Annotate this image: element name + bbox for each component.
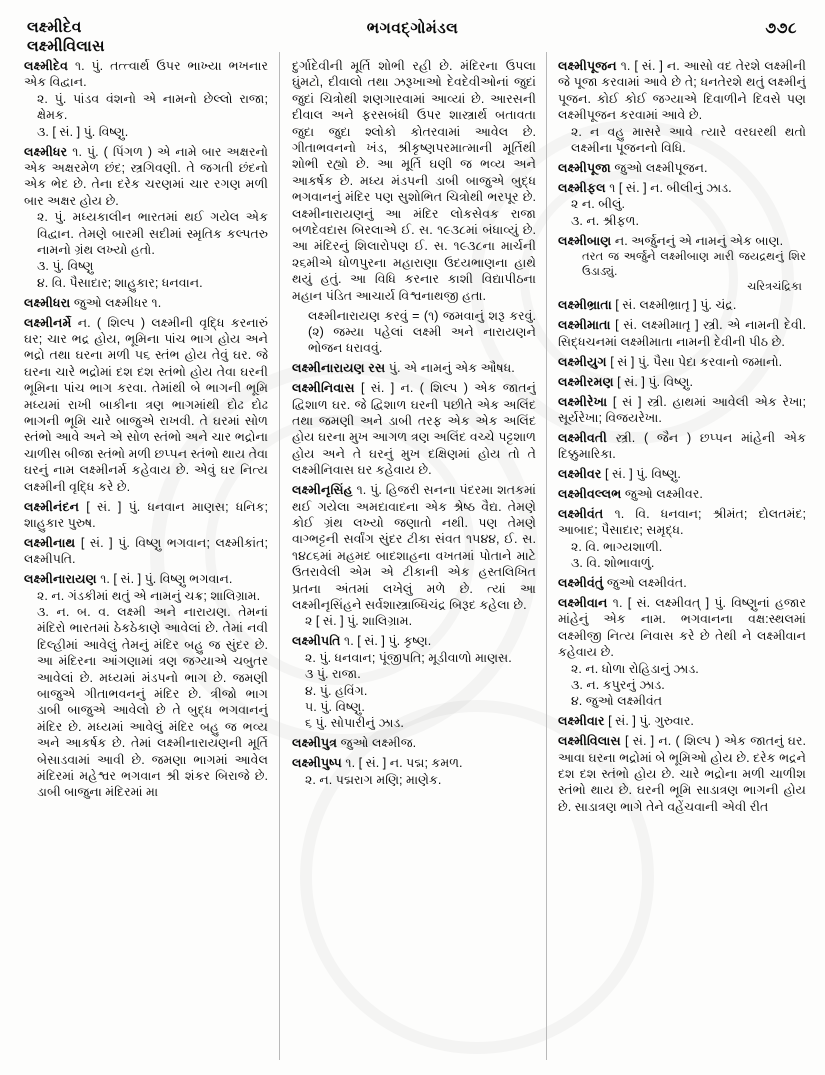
entry-lead-paragraph bbox=[292, 735, 536, 751]
entry-headword[interactable]: લક્ષ્મીયુગ bbox=[558, 354, 607, 369]
entry-definition: ૧. [ સં. ] પું. કૃષ્ણ. bbox=[340, 634, 432, 649]
entry-definition: જુઓ લક્ષ્મીવર. bbox=[621, 487, 703, 502]
entry-headword[interactable]: લક્ષ્મીવંતું bbox=[558, 576, 604, 591]
entry-lead-paragraph bbox=[558, 595, 806, 661]
entry-headword[interactable]: લક્ષ્મીનારાયણ રસ bbox=[292, 361, 386, 376]
entry-lead-paragraph bbox=[558, 58, 806, 124]
entry-sense: ૩. ન. શ્રીફળ. bbox=[571, 213, 639, 228]
dictionary-entry bbox=[24, 499, 268, 532]
dictionary-entry bbox=[292, 735, 536, 751]
entry-definition: [ સં ] સ્ત્રી. હાથમાં આવેલી એક રેખા; સૂર્યરેખા; વિજયરેખા. bbox=[558, 394, 806, 425]
entry-lead-paragraph bbox=[558, 374, 806, 390]
entry-sense: ૪. પું. હવિંગ. bbox=[305, 683, 368, 698]
entry-headword[interactable]: લક્ષ્મીનારાયણ bbox=[24, 572, 97, 587]
entry-sense: ૨ ન. બીલું. bbox=[571, 197, 626, 212]
entry-lead-paragraph bbox=[292, 633, 536, 649]
entry-headword[interactable]: લક્ષ્મીમાતા bbox=[558, 318, 611, 333]
column-left bbox=[24, 58, 268, 1075]
entry-definition: ૧. [ સં. લક્ષ્મીવત્ ] પું. વિષ્ણુનાં હજાર માંહેનું એક નામ. ભગવાનના વક્ષ:સ્થલમાં લક્ષ્મીજી નિત્ય નિવાસ કરે છે તેથી ને લક્ષ્મીવાન કહેવાય છે. bbox=[558, 595, 806, 660]
column-middle bbox=[292, 58, 536, 1075]
entry-headword[interactable]: લક્ષ્મીપૂજન bbox=[558, 59, 617, 73]
dictionary-entry bbox=[24, 58, 268, 140]
entry-headword[interactable]: લક્ષ્મીવાન bbox=[558, 595, 608, 610]
dictionary-entry bbox=[292, 755, 536, 788]
entry-sense: ૪. વિ. પૈસાદાર; શાહુકાર; ધનવાન. bbox=[37, 275, 203, 290]
entry-headword[interactable]: લક્ષ્મીનર્મે bbox=[24, 315, 72, 330]
dictionary-entry bbox=[24, 144, 268, 292]
entry-lead-paragraph bbox=[558, 506, 806, 539]
page-title: ભગવદ્ગોમંડલ bbox=[366, 20, 459, 37]
entry-lead-paragraph bbox=[558, 466, 806, 482]
dictionary-entry bbox=[24, 295, 268, 311]
entry-lead-paragraph bbox=[558, 394, 806, 427]
page-number: ૭૭૮ bbox=[765, 20, 797, 37]
entry-definition: [ સં. ] પું. ધનવાન માણસ; ધનિક; શાહુકાર પુરુષ. bbox=[24, 499, 268, 530]
entry-lead-paragraph bbox=[558, 713, 806, 729]
entry-headword[interactable]: લક્ષ્મીવાર bbox=[558, 714, 605, 729]
entry-lead-paragraph bbox=[24, 144, 268, 210]
running-head-first-word: લક્ષ્મીદેવ bbox=[27, 19, 82, 36]
entry-lead-paragraph bbox=[558, 317, 806, 350]
entry-definition: [ સં. લક્ષ્મીમાતૃ ] સ્ત્રી. એ નામની દેવી. સિદ્ધચનમાં લક્ષ્મીમાતા નામની દેવીની પીઠ છે. bbox=[558, 318, 806, 349]
entry-sense: ૨. વિ. ભાગ્યશાળી. bbox=[571, 539, 663, 554]
dictionary-entry bbox=[558, 354, 806, 370]
entry-headword[interactable]: લક્ષ્મીબાણ bbox=[558, 233, 612, 248]
entry-lead-paragraph bbox=[558, 575, 806, 591]
entry-definition: ૧. [ સં. ] ન. પદ્મ; કમળ. bbox=[341, 756, 463, 771]
entry-definition: [ સં. ] પું. વિષ્ણુ. bbox=[613, 374, 694, 389]
entry-definition: [ સં. લક્ષ્મીભ્રાતૃ ] પું. ચંદ્ર. bbox=[611, 298, 737, 313]
dictionary-entry bbox=[24, 535, 268, 568]
entry-sense: ૨. પું. મધ્યકાલીન ભારતમાં થઈ ગયેલ એક વિદ્વાન. તેમણે બારમી સદીમાં સ્મૃતિક કલ્પતરુ નામનો ગ્રંથ લખ્યો હતો. bbox=[37, 210, 268, 257]
dictionary-entry bbox=[558, 506, 806, 572]
dictionary-entry bbox=[558, 430, 806, 463]
entry-headword[interactable]: લક્ષ્મીવલ્લભ bbox=[558, 487, 622, 502]
entry-sense: ૨. ન. પદ્મરાગ મણિ; માણેક. bbox=[305, 772, 442, 787]
entry-headword[interactable]: લક્ષ્મીપુષ્પ bbox=[292, 756, 342, 771]
entry-headword[interactable]: લક્ષ્મીનિવાસ bbox=[292, 381, 355, 396]
entry-headword[interactable]: લક્ષ્મીવિલાસ bbox=[558, 734, 621, 749]
entry-lead-paragraph bbox=[24, 499, 268, 532]
dictionary-entry bbox=[24, 571, 268, 801]
entry-headword[interactable]: લક્ષ્મીભ્રાતા bbox=[558, 298, 612, 313]
dictionary-entry bbox=[558, 466, 806, 482]
entry-definition: [ સં. ] પું. ગુરુવાર. bbox=[604, 714, 694, 729]
entry-sense: ૫. પું. વિષ્ણુ. bbox=[305, 699, 365, 714]
dictionary-entry bbox=[292, 633, 536, 731]
entry-headword[interactable]: લક્ષ્મીરમણ bbox=[558, 374, 614, 389]
entry-definition: [ સં. ] ન. ( શિલ્પ ) એક જાતનું દ્વિશાળ ઘર. જે દ્વિશાળ ઘરની પછીતે એક અલિંદ તથા જમણી અને ડાબી તરફ એક એક અલિંદ હોય ઘરના મુખ આગળ ત્રણ અલિંદ વચ્ચે પટ્ટશાળ હોય અને તે ઘરનું મુખ દક્ષિણમાં હોય તો તે લક્ષ્મીનિવાસ ઘર કહેવાય છે. bbox=[292, 381, 536, 478]
entry-headword[interactable]: લક્ષ્મીફલ bbox=[558, 180, 606, 195]
entry-lead-paragraph bbox=[558, 430, 806, 463]
entry-definition: ન. ( શિલ્પ ) લક્ષ્મીની વૃદ્ધિ કરનારું ઘર; ચાર ભદ્ર હોય, ભૂમિના પાંચ ભાગ હોય અને ભદ્રો તથા ઘરના મળી ૫૬ સ્તંભ હોય તેવું ઘર. જે ઘરના ચારે ભદ્રોમાં દશ દશ સ્તંભો હોય તેવા ઘરની ભૂમિના પાંચ ભાગ કરવા. તેમાંથી બે ભાગની ભૂમિ મધ્યમાં રાખી બાકીના ત્રણ ભાગમાંથી દોઢ દોઢ ભાગની ભૂમિ ચારે બાજુએ રાખવી. તે ઘરમાં સોળ સ્તંભો આવે અને એ સોળ સ્તંભો અને ચાર ભદ્રોના ચાળીસ બીજા સ્તંભો મળી છપ્પન સ્તંભો થાય તેવા ઘરનું નામ લક્ષ્મીનર્મ કહેવાય છે. એવું ઘર નિત્ય લક્ષ્મીની વૃદ્ધિ કરે છે. bbox=[24, 315, 268, 494]
dictionary-entry bbox=[558, 486, 806, 502]
dictionary-entry bbox=[558, 317, 806, 350]
entry-sense: ૩. ન. કપુરનું ઝાડ. bbox=[571, 678, 665, 692]
entry-definition: ૧. [ સં. ] પું. વિષ્ણુ ભગવાન. bbox=[96, 572, 233, 587]
dictionary-entry bbox=[558, 733, 806, 815]
entry-sense: ૩ પું. રાજા. bbox=[305, 667, 361, 682]
entry-sense: ૬ પું. સોપારીનું ઝાડ. bbox=[305, 716, 404, 731]
entry-sense: ૨ [ સં. ] પું. શાલિગ્રામ. bbox=[305, 614, 413, 629]
dictionary-entry bbox=[292, 482, 536, 630]
dictionary-entry bbox=[558, 374, 806, 390]
entry-headword[interactable]: લક્ષ્મીપૂજા bbox=[558, 160, 611, 175]
entry-citation: તરત જ અર્જુને લક્ષ્મીબાણ મારી જયદ્રથનું શિર ઉડાડ્યું. bbox=[582, 249, 806, 278]
entry-definition: જુઓ લક્ષ્મીવંત. bbox=[603, 576, 687, 591]
dictionary-entry bbox=[292, 380, 536, 478]
entry-lead-paragraph bbox=[292, 482, 536, 613]
entry-lead-paragraph bbox=[292, 360, 536, 376]
entry-sense: ૩. પું. વિષ્ણુ bbox=[37, 259, 94, 274]
entry-lead-paragraph bbox=[24, 315, 268, 495]
entry-definition: જુઓ લક્ષ્મીધર ૧. bbox=[70, 295, 162, 310]
dictionary-entry bbox=[558, 595, 806, 710]
entry-sense: ૨. ન. ધોળા રોહિડાનું ઝાડ. bbox=[571, 661, 699, 676]
entry-headword[interactable]: લક્ષ્મીવર bbox=[558, 467, 602, 482]
dictionary-entry bbox=[558, 297, 806, 313]
page-header bbox=[0, 0, 825, 58]
dictionary-entry bbox=[292, 360, 536, 376]
column-right bbox=[558, 58, 806, 1075]
entry-citation-source: ચરિત્રચંદ્રિકા bbox=[747, 279, 802, 293]
entry-sense: ૨. ન. ગંડકીમાં થતું એ નામનું ચક્ર; શાલિગ્રામ. bbox=[37, 588, 261, 603]
entry-headword[interactable]: લક્ષ્મીપુત્ર bbox=[292, 736, 338, 751]
dictionary-entry bbox=[558, 713, 806, 729]
entry-definition: [ સં. ] પું. વિષ્ણુ. bbox=[601, 467, 681, 482]
entry-definition: [ સં. ] પું. વિષ્ણુ ભગવાન; લક્ષ્મીકાંત; લક્ષ્મીપતિ. bbox=[24, 535, 268, 567]
entry-definition: ન. અર્જુનનું એ નામનું એક બાણ. bbox=[611, 233, 784, 248]
entry-lead-paragraph bbox=[558, 297, 806, 313]
entry-definition: ૧. પું. હિજરી સનના પંદરમા શતકમાં થઈ ગયેલા અમદાવાદના એક શ્રેષ્ઠ વૈદ્ય. તેમણે કોઈ ગ્રંથ લખ્યો જણાતો નથી. પણ તેમણે વાગ્ભટ્ટની સર્વાંગ સુંદર ટીકા સંવત ૧૫૪૪, ઈ. સ. ૧૪૮૬માં મહમદ બાદશાહના વખતમાં પોતાને માટે ઉતરાવેલી એમ એ ટીકાની એક હસ્તલિખિત પ્રતના અંતમાં લખેલું મળે છે. ત્યાં આ લક્ષ્મીનૃસિંહને સર્વશાસ્ત્રાબ્ધિચંદ્ર બિરૂદ કહેલા છે. bbox=[292, 483, 536, 612]
dictionary-entry bbox=[558, 160, 806, 176]
entry-definition: ૧. [ સં. ] ન. આસો વદ તેરશે લક્ષ્મીની જે પૂજા કરવામાં આવે છે તે; ધનતેરશે થતું લક્ષ્મીનું પૂજન. કોઈ કોઈ જગ્યાએ દિવાળીને દિવસે પણ લક્ષ્મીપૂજન કરવામાં આવે છે. bbox=[558, 59, 806, 123]
entry-definition: પું. એ નામનું એક ઔષધ. bbox=[385, 361, 515, 376]
dictionary-entry bbox=[558, 233, 806, 294]
entry-lead-paragraph bbox=[292, 755, 536, 771]
entry-sense: ૩. ન. બ. વ. લક્ષ્મી અને નારાયણ. તેમનાં મંદિરો ભારતમાં ઠેકઠેકાણે આવેલાં છે. તેમાં નવી દિલ્હીમાં આવેલું તેમનું મંદિર બહુ જ સુંદર છે. આ મંદિરના આંગણામાં ત્રણ જગ્યાએ ચબુતર આવેલાં છે. મધ્યમાં મંડપનો ભાગ છે. જમણી બાજુએ ગીતાભવનનું મંદિર છે. ત્રીજો ભાગ ડાબી બાજુએ આવેલો છે તે બુદ્ધ ભગવાનનું મંદિર છે. મધ્યમાં આવેલું મંદિર બહુ જ ભવ્ય અને આકર્ષક છે. તેમાં લક્ષ્મીનારાયણની મૂર્તિ બેસાડવામાં આવી છે. જમણા ભાગમાં આવેલ મંદિરમાં મહેશ્વર ભગવાન શ્રી શંકર બિરાજે છે. ડાબી બાજુના મંદિરમાં મા bbox=[37, 605, 268, 800]
entry-definition: [ સં ] પું. પૈસા પેદા કરવાનો જમાનો. bbox=[606, 354, 783, 369]
entry-lead-paragraph bbox=[24, 295, 268, 311]
entry-definition: સ્ત્રી. ( જૈન ) છપ્પન માંહેની એક દિક્કુમારિકા. bbox=[558, 430, 806, 462]
entry-headword[interactable]: લક્ષ્મીવતી bbox=[558, 430, 607, 445]
entry-lead-paragraph bbox=[558, 160, 806, 176]
entry-definition: [ સં. ] ન. ( શિલ્પ ) એક જાતનું ઘર. આવા ઘરના ભદ્રોમાં બે ભૂમિઓ હોય છે. દરેક ભદ્રને દશ દશ સ્તંભો હોય છે. ચારે ભદ્રોના મળી ચાળીશ સ્તંભો થાય છે. ઘરની ભૂમિ સાડાત્રણ ભાગની હોય છે. સાડાત્રણ ભાગે તેને વહેંચવાની એવી રીત bbox=[558, 734, 806, 814]
entry-definition: જુઓ લક્ષ્મીપૂજન. bbox=[610, 160, 708, 175]
entry-sense: ૨. ન વહુ માસરે આવે ત્યારે વરઘરથી થતો લક્ષ્મીના પૂજનનો વિધિ. bbox=[571, 124, 806, 156]
entry-headword[interactable]: લક્ષ્મીરેખા bbox=[558, 394, 608, 409]
entry-headword[interactable]: લક્ષ્મીવંત bbox=[558, 506, 604, 521]
dictionary-entry bbox=[558, 394, 806, 427]
entry-headword[interactable]: લક્ષ્મીધરા bbox=[24, 295, 71, 310]
entry-headword[interactable]: લક્ષ્મીદેવ bbox=[24, 59, 69, 73]
entry-lead-paragraph bbox=[558, 233, 806, 249]
entry-headword[interactable]: લક્ષ્મીપતિ bbox=[292, 634, 341, 649]
continued-paragraph: દુર્ગાદેવીની મૂર્તિ શોભી રહી છે. મંદિરના ઉપલા ઘુંમટો, દીવાલો તથા ઝરૂખાઓ દેવદેવીઓનાં જુદાં જુદાં ચિત્રોથી શણગારવામાં આવ્યાં છે. આરસની દીવાલ અને ફરસબંધી ઉપર શાસ્ત્રાર્થ બતાવતા જુદા જુદા શ્લોકો કોતરવામાં આવેલ છે. ગીતાભવનનો ખંડ, શ્રીકૃષ્ણપરમાત્માની મૂર્તિથી શોભી રહ્યો છે. આ મૂર્તિ ઘણી જ ભવ્ય અને આકર્ષક છે. મધ્ય મંડપની ડાબી બાજુએ બુદ્ધ ભગવાનનું મંદિર પણ સુશોભિત ચિત્રોથી ભરપૂર છે. લક્ષ્મીનારાયણનું આ મંદિર લોકસેવક રાજા બળદેવદાસ બિરલાએ ઈ. સ. ૧૯૩૮માં બંધાવ્યું છે. આ મંદિરનું શિલારોપણ ઈ. સ. ૧૯૩૮ના માર્ચની ૨૬મીએ ધોળપુરના મહારાણા ઉદયભાણના હાથે થયું હતું. આ વિધિ કરનાર કાશી વિદ્યાપીઠના મહાન પંડિત આચાર્ય વિશ્વનાથજી હતા. bbox=[292, 59, 536, 303]
entry-definition: ૧. વિ. ધનવાન; શ્રીમંત; દોલતમંદ; આબાદ; પૈસાદાર; સમૃદ્ધ. bbox=[558, 506, 806, 538]
dictionary-entry bbox=[558, 180, 806, 229]
idiom-paragraph: લક્ષ્મીનારાયણ કરવું = (૧) જમવાનું શરૂ કરવું. (૨) જમ્યા પહેલાં લક્ષ્મી અને નારાયણને ભોજન ધરાવવું. bbox=[308, 308, 536, 356]
entry-sense: ૩. વિ. શોભાવાળું. bbox=[571, 556, 655, 571]
entry-headword[interactable]: લક્ષ્મીનંદન bbox=[24, 499, 80, 514]
entry-lead-paragraph bbox=[558, 486, 806, 502]
entry-sense: ૪. જુઓ લક્ષ્મીવંત bbox=[571, 694, 663, 709]
entry-definition: ૧ [ સં. ] ન. બીલીનું ઝાડ. bbox=[605, 180, 732, 195]
entry-lead-paragraph bbox=[24, 535, 268, 568]
dictionary-entry bbox=[558, 58, 806, 156]
entry-lead-paragraph bbox=[558, 180, 806, 196]
running-head-last-word: લક્ષ્મીવિલાસ bbox=[27, 38, 105, 55]
entry-definition: ૧. પું. ( પિંગળ ) એ નામે બાર અક્ષરનો એક અક્ષરમેળ છંદ; સ્ત્રગિવણી. તે જગતી છંદનો એક ભેદ છે. તેના દરેક ચરણમાં ચાર રગણ મળી બાર અક્ષર હોય છે. bbox=[24, 144, 268, 208]
dictionary-entry bbox=[558, 575, 806, 591]
entry-sense: ૨. પું. ધનવાન; પૂંજીપતિ; મૂડીવાળો માણસ. bbox=[305, 650, 512, 665]
entry-definition: જુઓ લક્ષ્મીજ. bbox=[337, 736, 417, 751]
entry-sense: ૨. પું. પાંડવ વંશનો એ નામનો છેલ્લો રાજા; ક્ષેમક. bbox=[37, 91, 268, 123]
dictionary-entry bbox=[24, 315, 268, 495]
entry-lead-paragraph bbox=[558, 733, 806, 815]
entry-headword[interactable]: લક્ષ્મીધર bbox=[24, 144, 68, 159]
entry-lead-paragraph bbox=[24, 571, 268, 587]
entry-definition: ૧. પું. તત્ત્વાર્થ ઉપર ભાખ્યા ભખનાર એક વિદ્વાન. bbox=[24, 59, 268, 90]
entry-lead-paragraph bbox=[292, 380, 536, 478]
page-columns bbox=[0, 58, 825, 1075]
entry-headword[interactable]: લક્ષ્મીનૃસિંહ bbox=[292, 483, 353, 498]
entry-lead-paragraph bbox=[558, 354, 806, 370]
entry-headword[interactable]: લક્ષ્મીનાથ bbox=[24, 535, 76, 550]
entry-lead-paragraph bbox=[24, 58, 268, 91]
entry-sense: ૩. [ સં. ] પું. વિષ્ણુ. bbox=[37, 124, 129, 139]
